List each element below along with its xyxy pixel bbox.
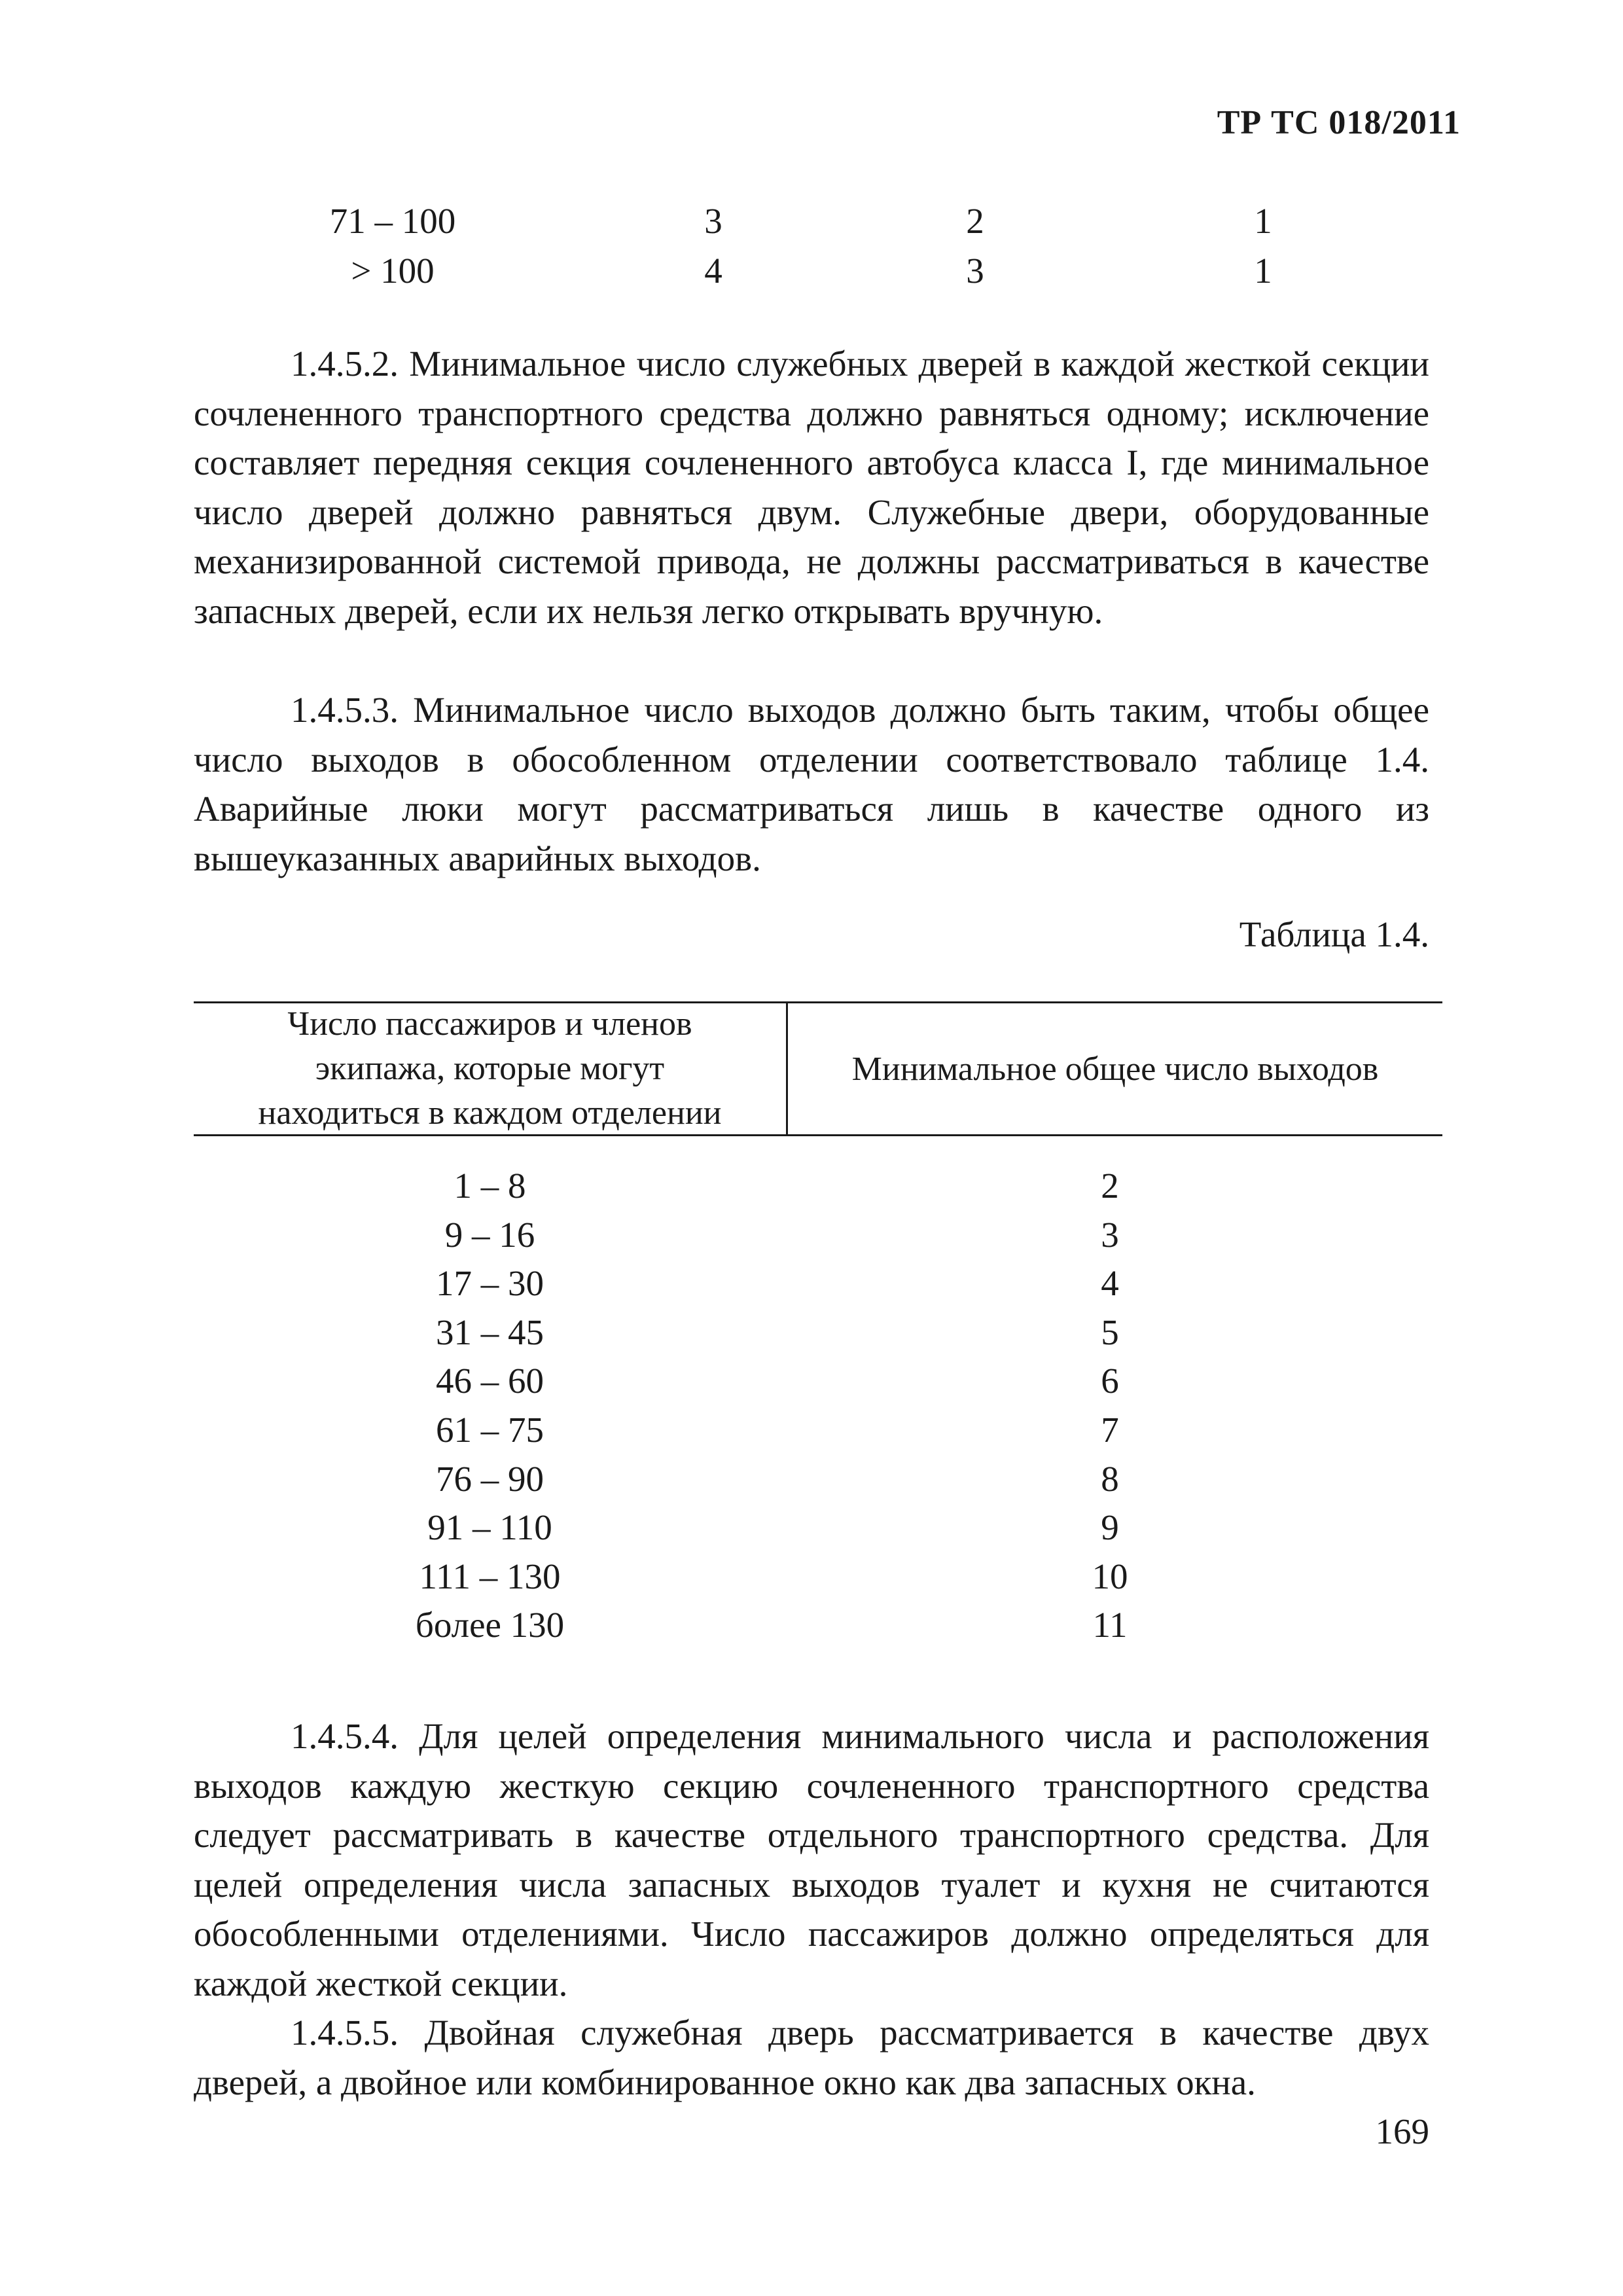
table-cell: 17 – 30 xyxy=(436,1263,544,1304)
table-cell: 91 – 110 xyxy=(427,1507,552,1548)
paragraph-1-4-5-4: 1.4.5.4. Для целей определения минимального числа и расположения выходов каждую жесткую секцию сочлененного транспортного средства следует рассматривать в качестве отдельного транспортного средства. Для целей определения числа запасных выходов туалет и кухня не считаются обособленными отделениями. Число пассажиров должно определяться для каждой жесткой секции. xyxy=(194,1716,1429,2003)
column-header-passengers: Число пассажиров и членов экипажа, которые могут находиться в каждом отделении xyxy=(194,1003,788,1134)
table-row xyxy=(194,1259,1442,1308)
table-cell: 111 – 130 xyxy=(419,1556,561,1596)
table-cell: 71 – 100 xyxy=(329,201,456,241)
table-cell: 11 xyxy=(1092,1605,1128,1645)
table-row xyxy=(0,196,1623,246)
table-cell: 1 xyxy=(1254,201,1272,241)
table-cell: 3 xyxy=(704,201,722,241)
table-cell: более 130 xyxy=(415,1605,565,1645)
document-code: ТР ТС 018/2011 xyxy=(1217,104,1461,141)
table-row xyxy=(194,1601,1442,1650)
table-cell: 76 – 90 xyxy=(436,1458,544,1499)
table-cell: 5 xyxy=(1101,1312,1119,1352)
table-row xyxy=(194,1552,1442,1602)
table-row xyxy=(0,246,1623,296)
table-cell: 31 – 45 xyxy=(436,1312,544,1352)
table-cell: 3 xyxy=(1101,1214,1119,1255)
table-cell: 3 xyxy=(966,251,984,291)
table-cell: 1 – 8 xyxy=(454,1166,526,1206)
paragraph-1-4-5-2: 1.4.5.2. Минимальное число служебных дверей в каждой жесткой секции сочлененного транспортного средства должно равняться одному; исключение составляет передняя секция сочлененного автобуса класса I, где минимальное число дверей должно равняться двум. Служебные двери, оборудованные механизированной системой привода, не должны рассматриваться в качестве запасных дверей, если их нельзя легко открывать вручную. xyxy=(194,344,1429,631)
table-cell: 9 xyxy=(1101,1507,1119,1548)
table-cell: 8 xyxy=(1101,1458,1119,1499)
table-cell: 4 xyxy=(704,251,722,291)
table-row xyxy=(194,1406,1442,1455)
continued-table xyxy=(0,196,1623,296)
table-row xyxy=(194,1455,1442,1504)
table-cell: 61 – 75 xyxy=(436,1409,544,1450)
table-cell: 1 xyxy=(1254,251,1272,291)
table-cell: 9 – 16 xyxy=(444,1214,535,1255)
paragraph-1-4-5-5: 1.4.5.5. Двойная служебная дверь рассматривается в качестве двух дверей, а двойное или комбинированное окно как два запасных окна. xyxy=(194,2013,1429,2102)
table-body xyxy=(194,1162,1442,1650)
paragraph-1-4-5-3: 1.4.5.3. Минимальное число выходов должно быть таким, чтобы общее число выходов в обособленном отделении соответствовало таблице 1.4. Аварийные люки могут рассматриваться лишь в качестве одного из вышеуказанных аварийных выходов. xyxy=(194,690,1429,878)
table-cell: 7 xyxy=(1101,1409,1119,1450)
exits-table xyxy=(194,1001,1442,1645)
table-header xyxy=(194,1001,1442,1136)
table-row xyxy=(194,1162,1442,1211)
table-cell: > 100 xyxy=(351,251,435,291)
table-cell: 10 xyxy=(1092,1556,1128,1596)
table-cell: 2 xyxy=(1101,1166,1119,1206)
table-cell: 6 xyxy=(1101,1361,1119,1401)
page-number: 169 xyxy=(1375,2111,1429,2151)
table-cell: 46 – 60 xyxy=(436,1361,544,1401)
table-row xyxy=(194,1503,1442,1552)
table-row xyxy=(194,1357,1442,1406)
table-cell: 2 xyxy=(966,201,984,241)
table-caption: Таблица 1.4. xyxy=(1239,914,1429,954)
table-row xyxy=(194,1308,1442,1357)
table-cell: 4 xyxy=(1101,1263,1119,1304)
table-row xyxy=(194,1211,1442,1260)
column-header-min-exits: Минимальное общее число выходов xyxy=(851,1050,1379,1088)
